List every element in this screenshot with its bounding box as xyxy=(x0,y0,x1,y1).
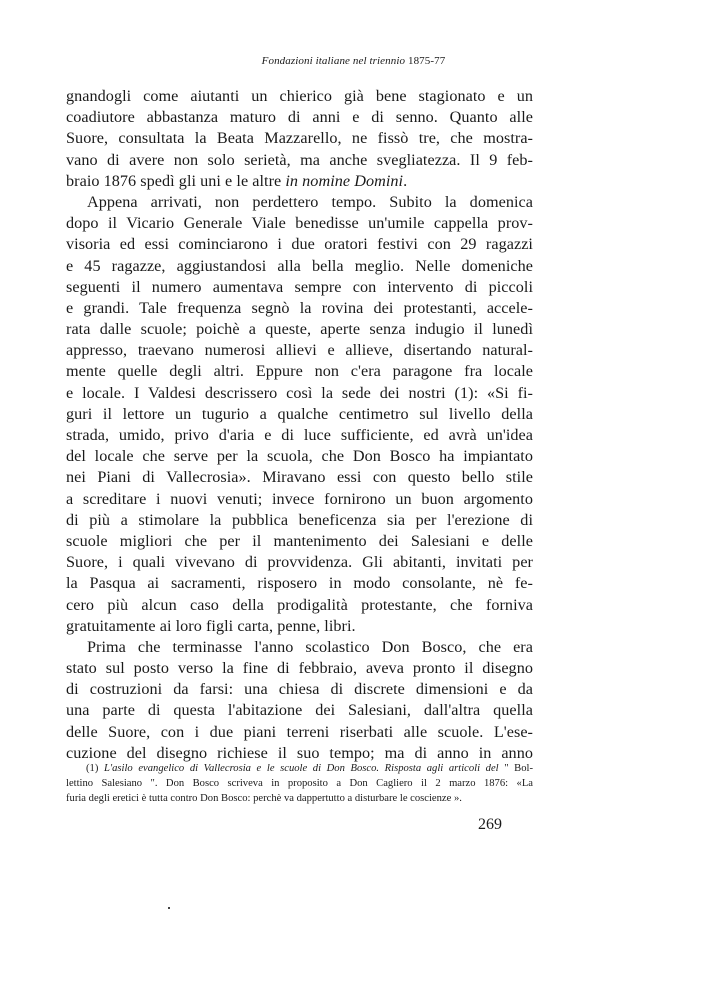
running-head-years: 1875-77 xyxy=(407,55,446,67)
scan-speck xyxy=(168,907,170,909)
text-line: strada, umido, privo d'aria e di luce sufficiente, ed avrà un'idea xyxy=(66,426,533,444)
footnote-text: " Bol- xyxy=(504,763,533,774)
footnote-line xyxy=(66,761,533,776)
text-line: Suore, consultata la Beata Mazzarello, ne fissò tre, che mostra- xyxy=(66,129,533,148)
text-line: vano di avere non solo serietà, ma anche svegliatezza. Il 9 feb- xyxy=(66,150,533,169)
text-line: delle Suore, con i due piani terreni riserbati alle scuole. L'ese- xyxy=(66,722,533,741)
text-line: gnandogli come aiutanti un chierico già bene stagionato e un xyxy=(66,87,533,105)
text-line: di costruzioni da farsi: una chiesa di discrete dimensioni e da xyxy=(66,680,533,699)
text-line: seguenti il numero aumentava sempre con intervento di piccoli xyxy=(66,277,533,296)
text-line: cero più alcun caso della prodigalità protestante, che forniva xyxy=(66,595,533,614)
text-line: visoria ed essi cominciarono i due oratori festivi con 29 ragazzi xyxy=(66,235,533,254)
paragraph-start: Prima che terminasse l'anno scolastico Don Bosco, che era xyxy=(87,637,533,656)
text-line: a screditare i nuovi venuti; invece fornirono un buon argomento xyxy=(66,489,533,508)
text-line: scuole migliori che per il mantenimento dei Salesiani e delle xyxy=(66,531,533,550)
text-line: mente quelle degli altri. Eppure non c'era paragone fra locale xyxy=(66,362,533,381)
page-number: 269 xyxy=(478,816,502,833)
paragraph-start: Appena arrivati, non perdettero tempo. Subito la domenica xyxy=(87,192,533,211)
footnote-line: furia degli eretici è tutta contro Don Bosco: perchè va dappertutto a disturbare le coscienze ». xyxy=(66,793,462,804)
text-punct: . xyxy=(403,171,408,190)
footnote-marker: (1) xyxy=(86,763,99,774)
text-line: e locale. I Valdesi descrissero così la sede dei nostri (1): «Si fi- xyxy=(66,383,533,402)
running-head-title: Fondazioni italiane nel triennio xyxy=(261,55,406,67)
latin-phrase: in nomine Domini xyxy=(285,171,404,190)
text-line: la Pasqua ai sacramenti, risposero in modo consolante, nè fe- xyxy=(66,574,533,593)
text-line: appresso, traevano numerosi allievi e allieve, disertando natural- xyxy=(66,341,533,360)
text-line: gratuitamente ai loro figli carta, penne, libri. xyxy=(66,616,356,635)
text-line: coadiutore abbastanza maturo di anni e di senno. Quanto alle xyxy=(66,108,533,127)
text-line: nei Piani di Vallecrosia». Miravano essi con questo bello stile xyxy=(66,468,533,487)
text-line xyxy=(66,171,533,192)
text-line: rata dalle scuole; poichè a queste, aperte senza indugio il lunedì xyxy=(66,320,533,339)
running-head xyxy=(0,55,707,67)
text-line: una parte di questa l'abitazione dei Salesiani, dall'altra quella xyxy=(66,701,533,720)
text-line: di più a stimolare la pubblica beneficenza sia per l'erezione di xyxy=(66,510,533,529)
footnote-line: lettino Salesiano ". Don Bosco scriveva in proposito a Don Cagliero il 2 marzo 1876: «La xyxy=(66,778,533,789)
text-line: stato sul posto verso la fine di febbraio, aveva pronto il disegno xyxy=(66,659,533,678)
footnote-title: L'asilo evangelico di Vallecrosia e le scuole di Don Bosco. Risposta agli articoli del xyxy=(103,763,499,774)
text-line: Suore, i quali vivevano di provvidenza. Gli abitanti, invitati per xyxy=(66,553,533,572)
text-line: del locale che serve per la scuola, che Don Bosco ha impiantato xyxy=(66,447,533,466)
text-line: cuzione del disegno richiese il suo tempo; ma di anno in anno xyxy=(66,743,533,762)
footnotes xyxy=(66,761,533,806)
text-line: e grandi. Tale frequenza segnò la rovina dei protestanti, accele- xyxy=(66,298,533,317)
body-text xyxy=(66,86,533,764)
text-line: guri il lettore un tugurio a qualche centimetro sul livello della xyxy=(66,404,533,423)
text-line: e 45 ragazze, aggiustandosi alla bella meglio. Nelle domeniche xyxy=(66,256,533,275)
text-plain: braio 1876 spedì gli uni e le altre xyxy=(66,171,286,190)
text-line: dopo il Vicario Generale Viale benedisse un'umile cappella prov- xyxy=(66,214,533,233)
